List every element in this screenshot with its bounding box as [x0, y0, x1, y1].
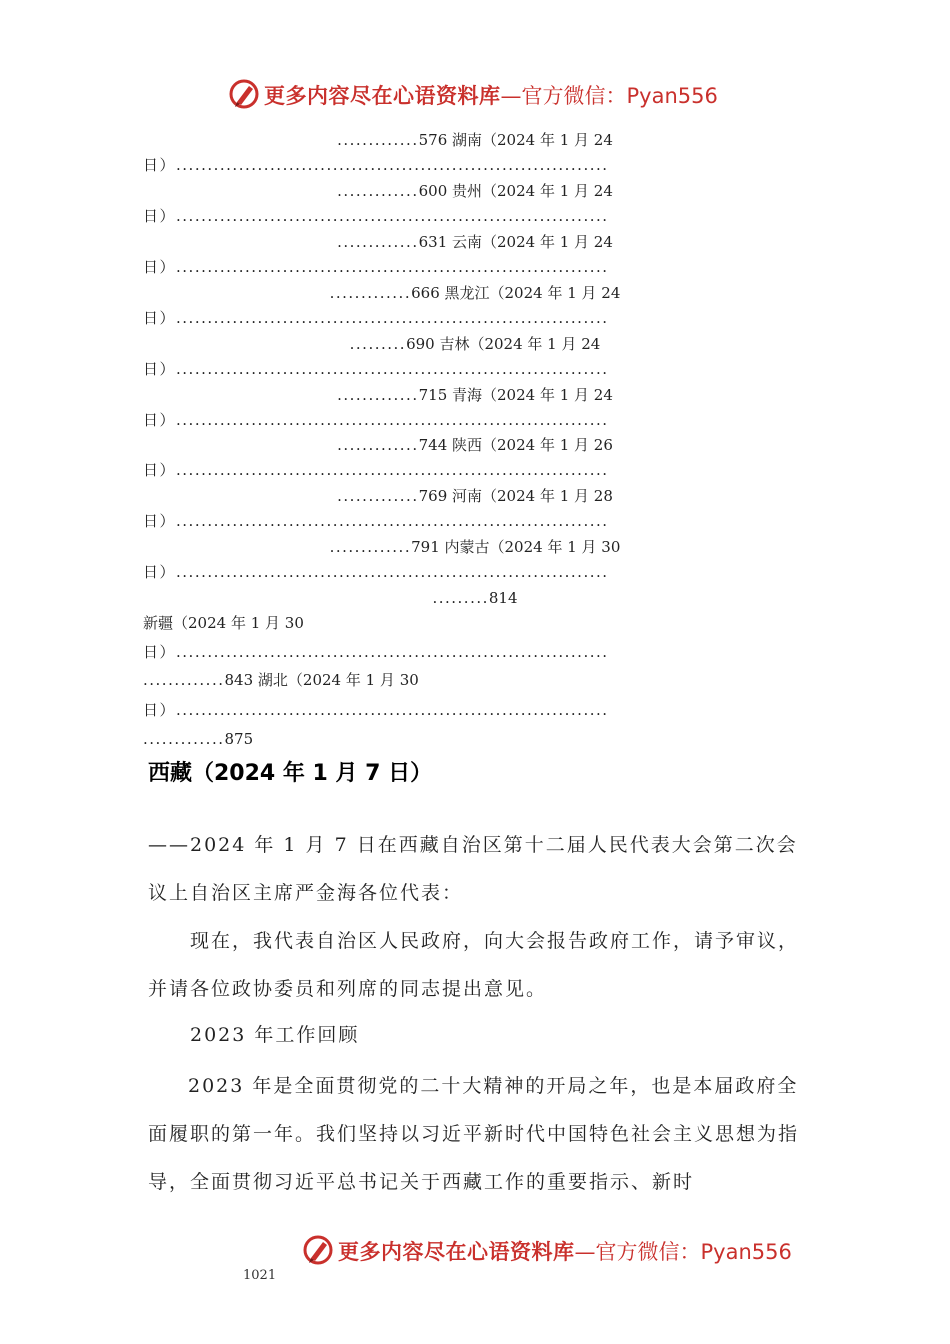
- toc-line-text: 769 河南（2024 年 1 月 28: [418, 487, 613, 505]
- toc-line: [143, 410, 825, 430]
- toc-line-text: .....................................................................: [176, 411, 609, 429]
- toc-line-lead: .............: [337, 487, 419, 505]
- toc-line-text: 843 湖北（2024 年 1 月 30: [224, 671, 419, 689]
- toc-line-text: 814: [488, 589, 518, 607]
- toc-line-lead: 日）: [143, 563, 177, 581]
- banner-text: 更多内容尽在心语资料库—官方微信：Pyan556: [264, 84, 718, 108]
- toc-line: [143, 511, 825, 531]
- toc-line-text: .....................................................................: [176, 207, 609, 225]
- toc-line-lead: .............: [329, 284, 412, 302]
- toc-line-lead: .............: [143, 730, 225, 748]
- toc-line-lead: 日）: [143, 258, 177, 276]
- toc-line-text: .....................................................................: [176, 309, 609, 327]
- toc-line-text: 666 黑龙江（2024 年 1 月 24: [411, 284, 621, 302]
- toc-line-lead: 日）: [143, 512, 177, 530]
- toc-line-lead: .............: [337, 436, 419, 454]
- toc-line: [143, 155, 825, 175]
- pen-logo-icon: [228, 78, 260, 110]
- toc-line: [143, 257, 825, 277]
- toc-line-text: 631 云南（2024 年 1 月 24: [418, 233, 613, 251]
- toc-line: [0, 130, 950, 150]
- toc-line: [143, 670, 825, 690]
- toc-line: [0, 385, 950, 405]
- toc-line-text: .....................................................................: [176, 701, 609, 719]
- toc-line: [0, 232, 950, 252]
- toc-line-text: .....................................................................: [176, 461, 609, 479]
- toc-line-text: 576 湖南（2024 年 1 月 24: [418, 131, 613, 149]
- toc-line: [143, 359, 825, 379]
- toc-line-lead: .........: [349, 335, 407, 353]
- intro-paragraph: ——2024 年 1 月 7 日在西藏自治区第十二届人民代表大会第二次会议上自治区主席严金海各位代表：: [148, 834, 798, 904]
- toc-line-lead: .............: [337, 233, 419, 251]
- toc-line-lead: 日）: [143, 360, 177, 378]
- toc-line: [143, 613, 825, 633]
- toc-line-lead: 日）: [143, 309, 177, 327]
- watermark-banner-bottom: [0, 1230, 950, 1270]
- toc-line-lead: .............: [337, 131, 419, 149]
- paragraph-2: 2023 年是全面贯彻党的二十大精神的开局之年，也是本届政府全面履职的第一年。我们坚持以习近平新时代中国特色社会主义思想为指导，全面贯彻习近平总书记关于西藏工作的重要指示、新时: [148, 1075, 800, 1193]
- watermark-banner-top: [0, 74, 950, 114]
- toc-line: [143, 642, 825, 662]
- toc-line-lead: 日）: [143, 701, 177, 719]
- toc-line-text: 690 吉林（2024 年 1 月 24: [406, 335, 601, 353]
- toc-line-lead: .............: [143, 671, 225, 689]
- toc-line: [143, 206, 825, 226]
- banner-text: 更多内容尽在心语资料库—官方微信：Pyan556: [338, 1240, 792, 1264]
- toc-line-lead: .............: [329, 538, 412, 556]
- toc-line-text: 新疆（2024 年 1 月 30: [143, 614, 304, 632]
- toc-line: [0, 181, 950, 201]
- toc-line-lead: .............: [337, 386, 419, 404]
- toc-line: [0, 283, 950, 303]
- toc-line: [0, 537, 950, 557]
- toc-line-text: 600 贵州（2024 年 1 月 24: [418, 182, 613, 200]
- toc-line-text: .....................................................................: [176, 512, 609, 530]
- toc-line: [143, 700, 825, 720]
- toc-line: [0, 486, 950, 506]
- toc-line-text: 791 内蒙古（2024 年 1 月 30: [411, 538, 621, 556]
- toc-line: [0, 334, 950, 354]
- toc-line-lead: 日）: [143, 461, 177, 479]
- toc-line-lead: 日）: [143, 411, 177, 429]
- toc-line-lead: .........: [432, 589, 489, 607]
- toc-line-lead: .............: [337, 182, 419, 200]
- toc-line-text: .....................................................................: [176, 258, 609, 276]
- toc-line-text: .....................................................................: [176, 360, 609, 378]
- toc-line: [0, 435, 950, 455]
- toc-line: [143, 308, 825, 328]
- toc-line: [0, 588, 950, 608]
- toc-line: [143, 729, 825, 749]
- page-number: 1021: [243, 1268, 277, 1283]
- toc-line-lead: 日）: [143, 156, 177, 174]
- toc-line: [143, 562, 825, 582]
- toc-line-text: .....................................................................: [176, 563, 609, 581]
- toc-line-text: .....................................................................: [176, 156, 609, 174]
- paragraph-1: 现在，我代表自治区人民政府，向大会报告政府工作，请予审议，并请各位政协委员和列席的同志提出意见。: [148, 930, 800, 1000]
- pen-logo-icon: [302, 1234, 334, 1266]
- section-heading: 西藏（2024 年 1 月 7 日）: [148, 761, 433, 786]
- toc-line-text: 715 青海（2024 年 1 月 24: [418, 386, 613, 404]
- toc-line: [143, 460, 825, 480]
- subheading: 2023 年工作回顾: [190, 1024, 360, 1046]
- toc-line-text: .....................................................................: [176, 643, 609, 661]
- toc-line-lead: 日）: [143, 643, 177, 661]
- toc-line-lead: 日）: [143, 207, 177, 225]
- toc-line-text: 875: [224, 730, 254, 748]
- toc-line-text: 744 陕西（2024 年 1 月 26: [418, 436, 613, 454]
